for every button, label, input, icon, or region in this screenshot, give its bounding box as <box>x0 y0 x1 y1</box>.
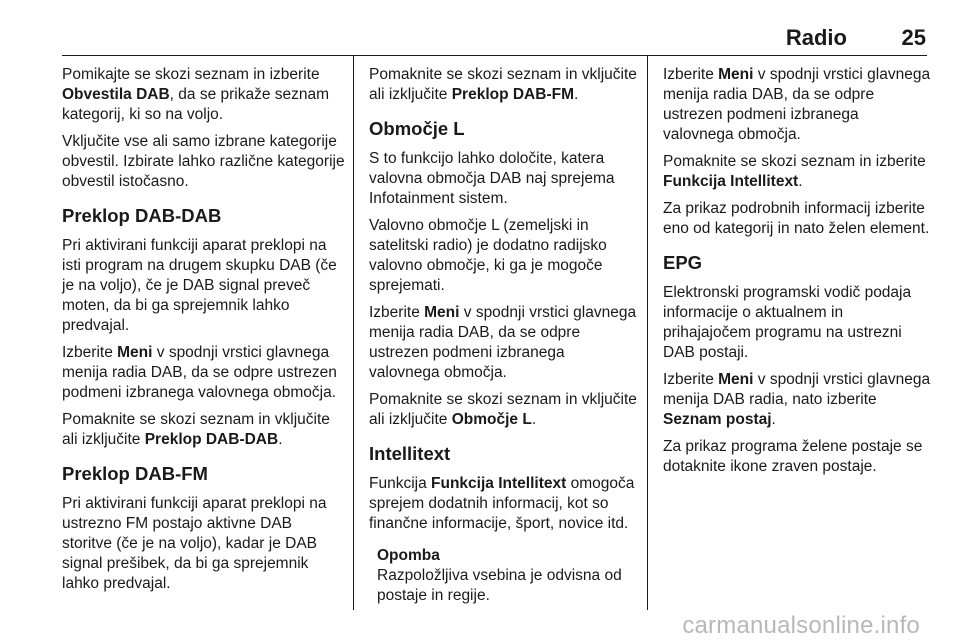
note-text: Razpoložljiva vsebina je odvisna od postaje in regije. <box>377 567 622 604</box>
paragraph: Za prikaz podrobnih informacij izberite eno od kategorij in nato želen element. <box>663 200 930 237</box>
page-number: 25 <box>901 25 926 50</box>
column-3 <box>663 65 933 484</box>
section-title: Radio <box>785 25 847 50</box>
watermark: carmanualsonline.info <box>682 612 920 639</box>
ui-term: Meni <box>718 371 754 388</box>
section-heading: Intellitext <box>369 443 451 464</box>
paragraph: Izberite Meni v spodnji vrstici glavnega menija radia DAB, da se odpre ustrezen podmeni izbranega valovnega območja. <box>663 66 931 143</box>
paragraph: Izberite Meni v spodnji vrstici glavnega menija radia DAB, da se odpre ustrezen podmeni izbranega valovnega območja. <box>62 344 337 401</box>
note-box <box>377 546 637 606</box>
paragraph: Pomaknite se skozi seznam in vključite ali izključite Preklop DAB-FM. <box>369 66 637 103</box>
ui-term: Območje L <box>451 411 532 428</box>
column-1 <box>62 65 346 601</box>
ui-term: Funkcija Intellitext <box>663 173 799 190</box>
ui-term: Meni <box>718 66 754 83</box>
column-divider-2 <box>647 56 648 610</box>
paragraph: S to funkcijo lahko določite, katera valovna območja DAB naj sprejema Infotainment sistem. <box>369 150 615 207</box>
ui-term: Meni <box>117 344 153 361</box>
paragraph: Pomaknite se skozi seznam in izberite Funkcija Intellitext. <box>663 153 926 190</box>
paragraph: Funkcija Funkcija Intellitext omogoča sprejem dodatnih informacij, kot so finančne informacije, šport, novice itd. <box>369 475 635 532</box>
paragraph: Valovno območje L (zemeljski in satelitski radio) je dodatno radijsko valovno območje, ki ga je mogoče sprejemati. <box>369 217 607 294</box>
column-2 <box>369 65 637 613</box>
paragraph: Pomaknite se skozi seznam in vključite ali izključite Preklop DAB-DAB. <box>62 411 330 448</box>
section-heading: Območje L <box>369 118 465 139</box>
paragraph: Pomikajte se skozi seznam in izberite Obvestila DAB, da se prikaže seznam kategorij, ki so na voljo. <box>62 66 330 123</box>
paragraph: Za prikaz programa želene postaje se dotaknite ikone zraven postaje. <box>663 438 923 475</box>
paragraph: Pri aktivirani funkciji aparat preklopi na isti program na drugem skupku DAB (če je na voljo), če je DAB signal preveč moten, da bi ga sprejemnik lahko predvajal. <box>62 237 337 334</box>
paragraph: Pri aktivirani funkciji aparat preklopi na ustrezno FM postajo aktivne DAB storitve (če je na voljo), kadar je DAB signal prešibek, da bi ga sprejemnik lahko predvajal. <box>62 495 327 592</box>
paragraph: Pomaknite se skozi seznam in vključite ali izključite Območje L. <box>369 391 637 428</box>
note-title: Opomba <box>377 547 440 564</box>
ui-term: Seznam postaj <box>663 411 772 428</box>
column-divider-1 <box>353 56 354 610</box>
ui-term: Obvestila DAB <box>62 86 170 103</box>
section-heading: EPG <box>663 252 703 273</box>
paragraph: Izberite Meni v spodnji vrstici glavnega menija DAB radia, nato izberite Seznam postaj. <box>663 371 931 428</box>
ui-term: Preklop DAB-DAB <box>144 431 279 448</box>
ui-term: Meni <box>424 304 460 321</box>
ui-term: Funkcija Intellitext <box>431 475 567 492</box>
header-rule <box>62 55 927 56</box>
ui-term: Preklop DAB-FM <box>451 86 574 103</box>
paragraph: Izberite Meni v spodnji vrstici glavnega menija radia DAB, da se odpre ustrezen podmeni izbranega valovnega območja. <box>369 304 637 381</box>
paragraph: Vključite vse ali samo izbrane kategorije obvestil. Izbirate lahko različne kategorije obvestil istočasno. <box>62 133 345 190</box>
section-heading: Preklop DAB-DAB <box>62 205 222 226</box>
section-heading: Preklop DAB-FM <box>62 463 208 484</box>
page-header <box>0 0 960 56</box>
paragraph: Elektronski programski vodič podaja informacije o aktualnem in prihajajočem programu na ustrezni DAB postaji. <box>663 284 912 361</box>
